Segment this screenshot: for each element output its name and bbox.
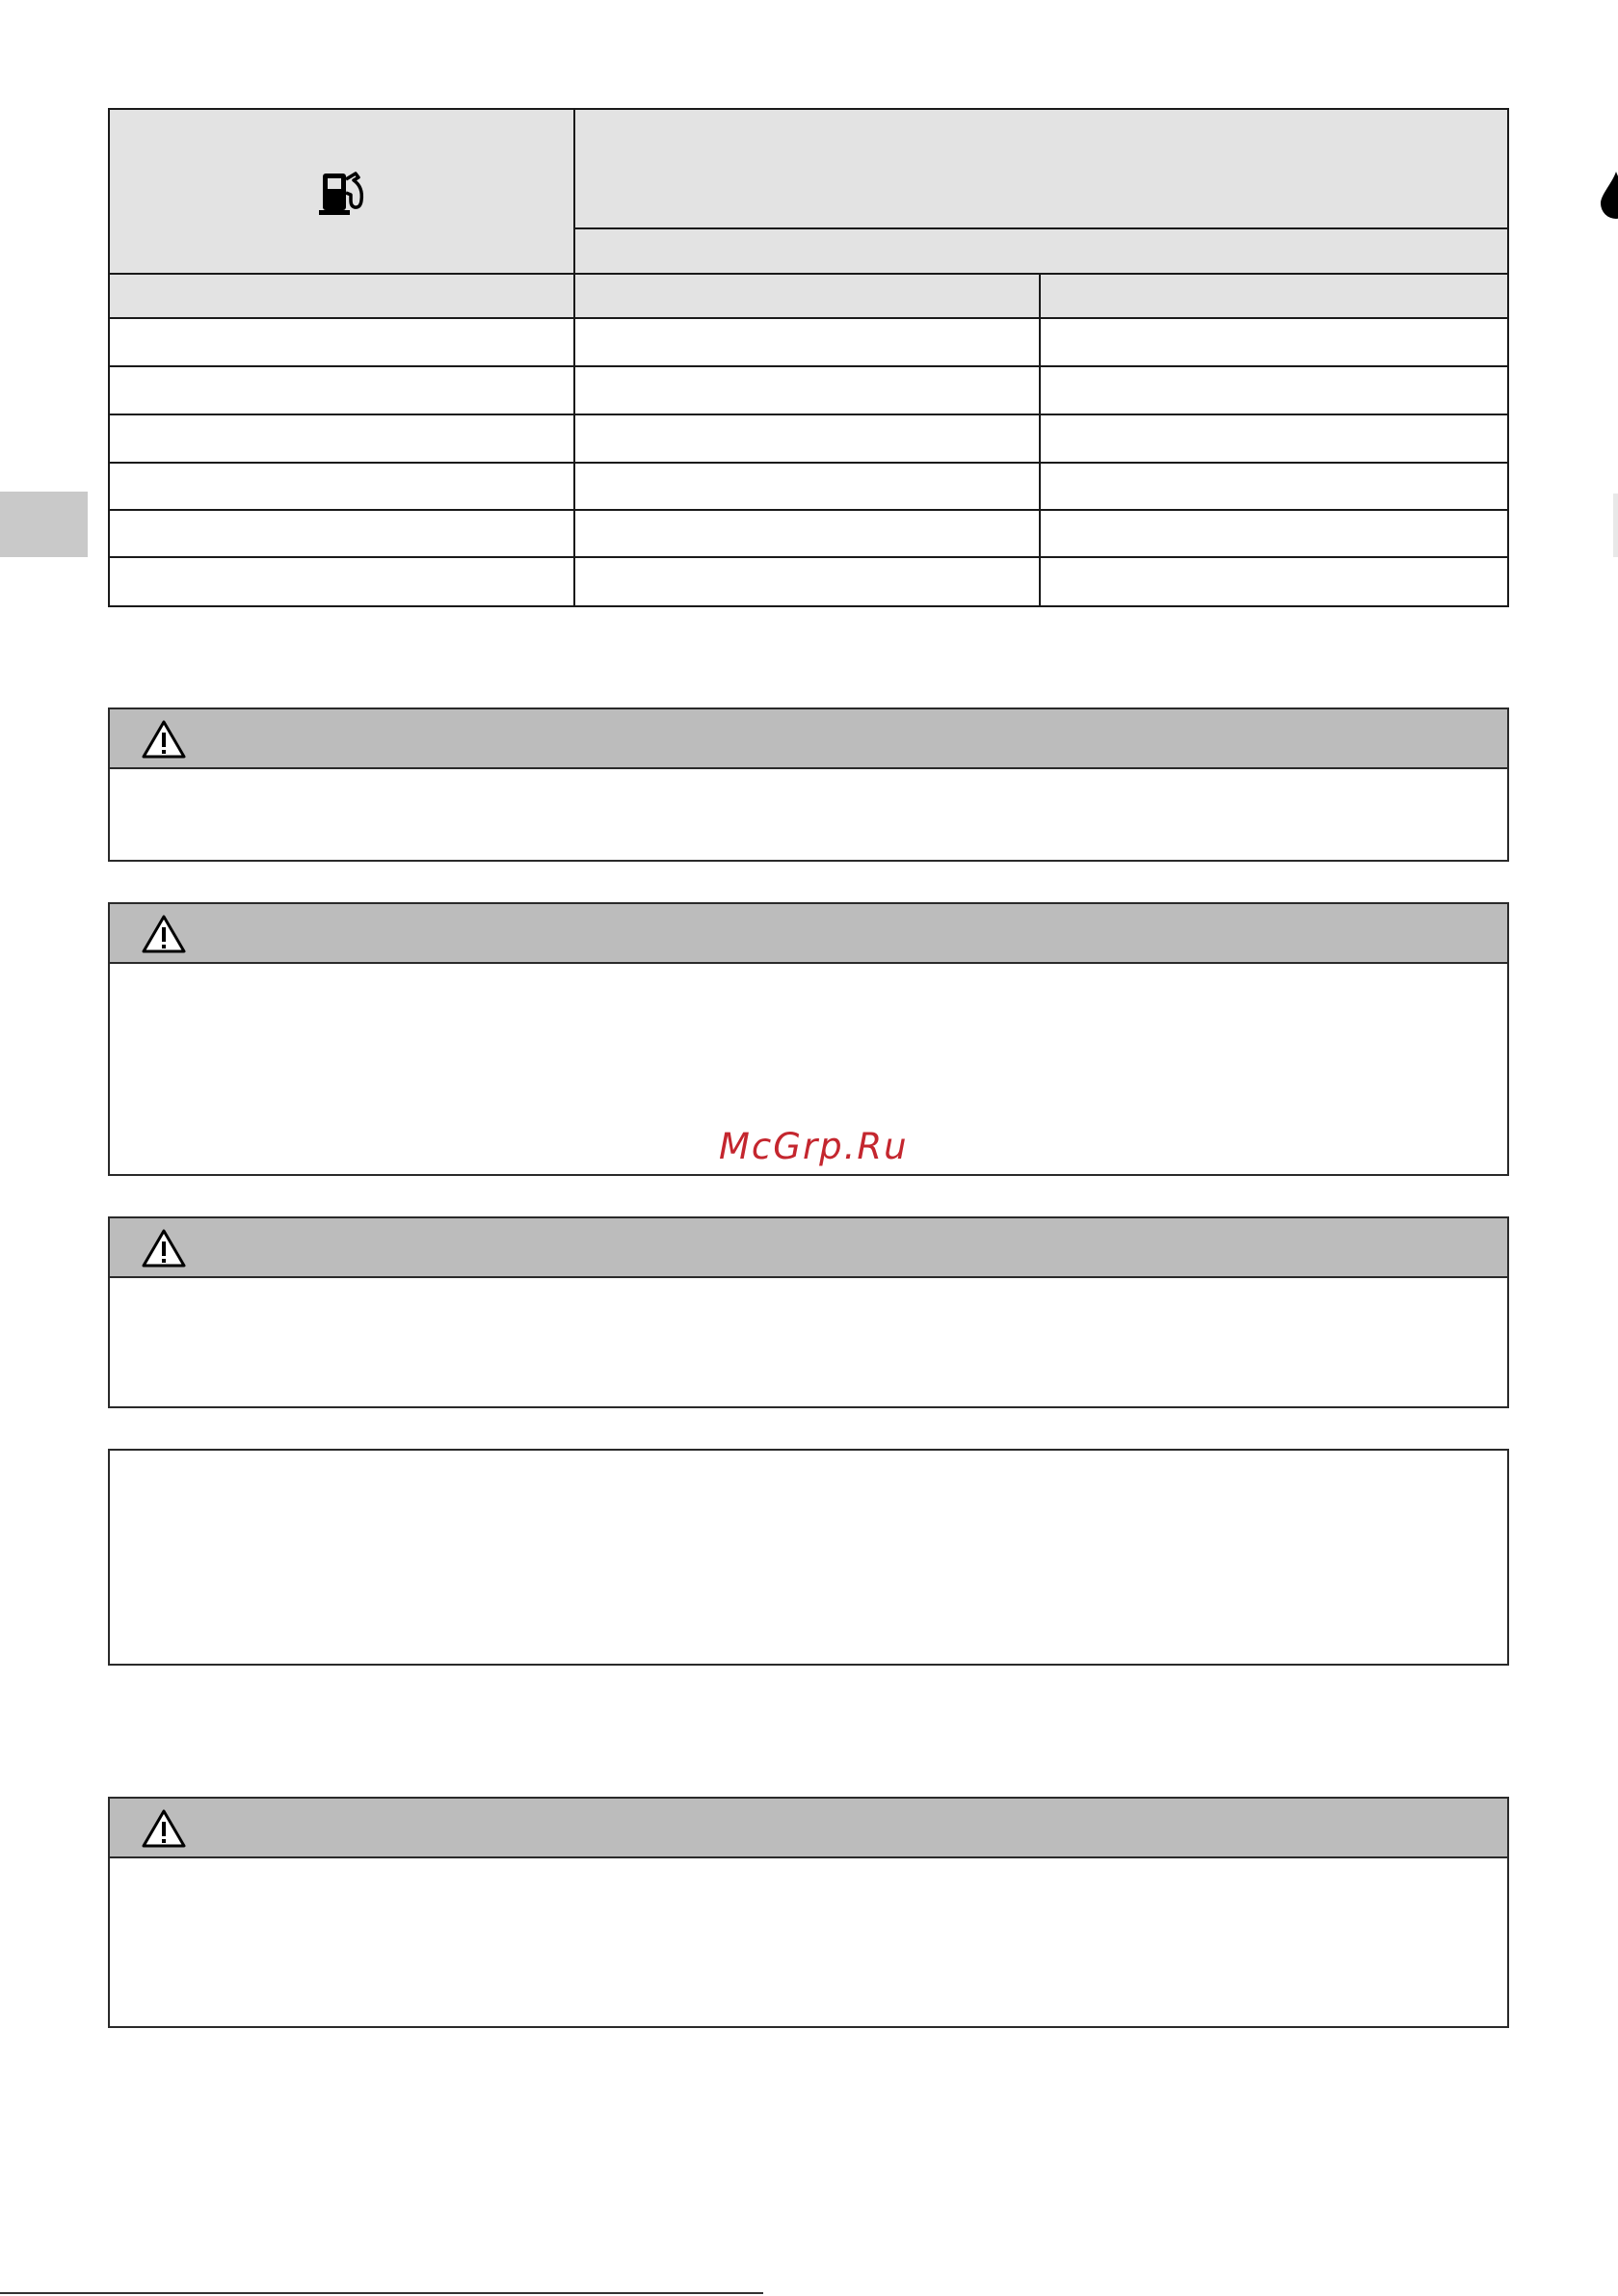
watermark-text: McGrp.Ru (719, 1126, 909, 1167)
table-row (110, 319, 1507, 367)
warning-header (110, 1799, 1507, 1858)
warning-header (110, 904, 1507, 964)
warning-box (108, 1797, 1509, 2028)
footer-rule (0, 2292, 763, 2294)
page-edge-mark (1613, 494, 1618, 557)
warning-triangle-icon (141, 914, 187, 954)
table-header-oil-sub (575, 229, 1507, 273)
table-column-subheader (110, 273, 1507, 319)
table-row (110, 510, 1507, 558)
table-row (110, 463, 1507, 511)
table-row (110, 367, 1507, 415)
warning-triangle-icon (141, 1808, 187, 1849)
warning-box (108, 707, 1509, 862)
table-header-oil (575, 110, 1507, 229)
chapter-side-tab (0, 492, 88, 557)
warning-triangle-icon (141, 719, 187, 760)
note-box (108, 1449, 1509, 1666)
warning-header (110, 709, 1507, 769)
oil-drop-icon (1599, 170, 1618, 220)
fuel-oil-table (108, 108, 1509, 607)
fuel-pump-icon (319, 170, 369, 216)
warning-triangle-icon (141, 1228, 187, 1268)
warning-box (108, 1216, 1509, 1408)
table-header-fuel (110, 110, 575, 273)
table-body (110, 319, 1507, 605)
warning-header (110, 1218, 1507, 1278)
table-row (110, 558, 1507, 606)
column-divider (1039, 273, 1041, 605)
column-divider (573, 273, 575, 605)
table-row (110, 415, 1507, 464)
